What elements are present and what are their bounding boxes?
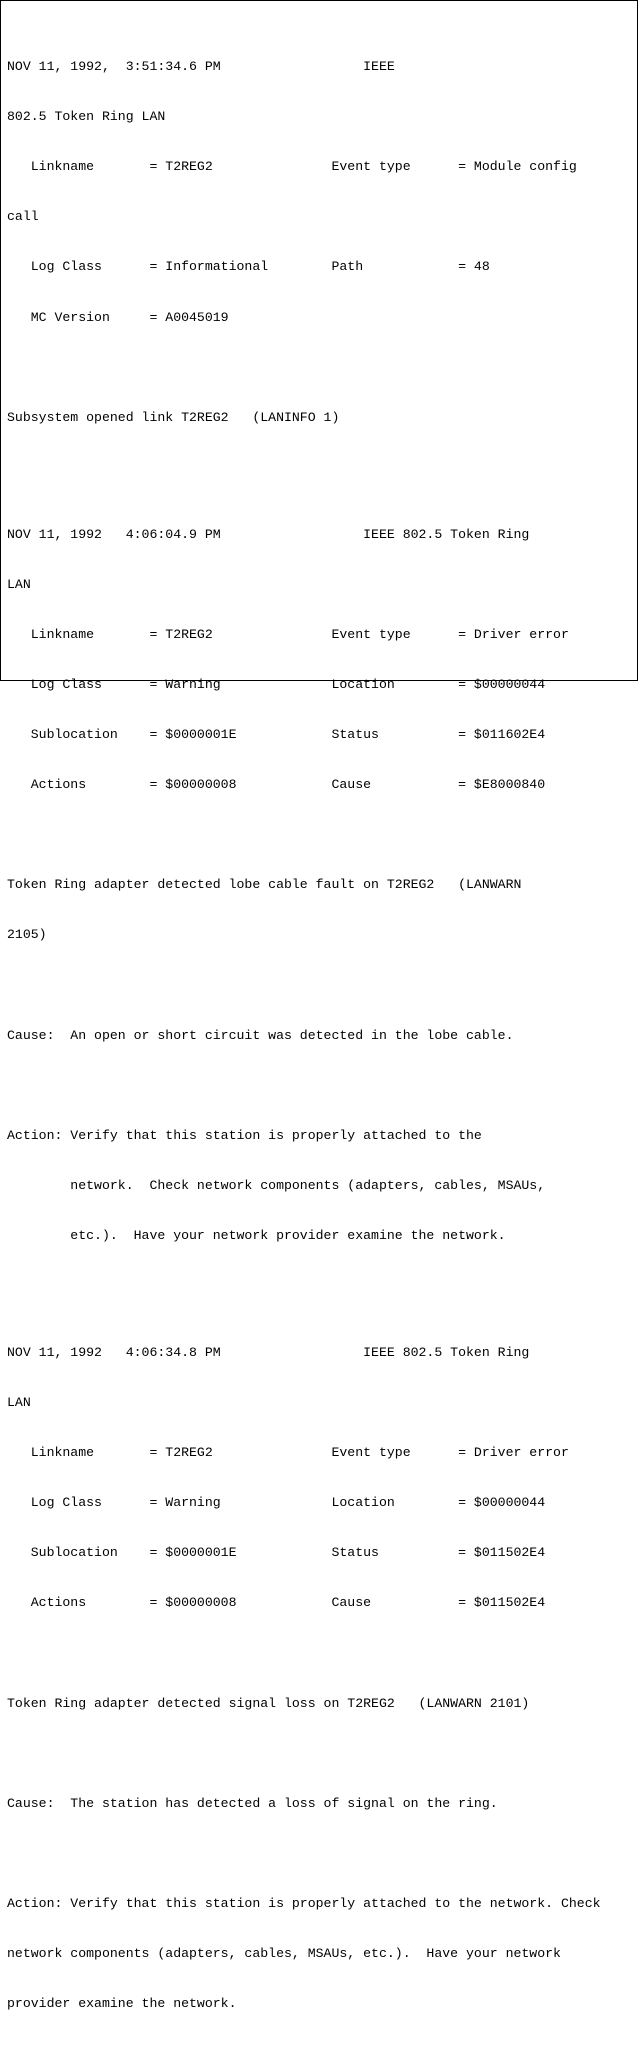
entry3-action-line1: Action: Verify that this station is properly attached to the network. Check — [7, 1895, 601, 1911]
spacer — [7, 1078, 635, 1095]
spacer — [7, 1746, 635, 1763]
entry3-action-line2: network components (adapters, cables, MSAUs, etc.). Have your network — [7, 1945, 561, 1961]
entry3-field-line1: Linkname = T2REG2 Event type = Driver error — [7, 1445, 569, 1461]
entry2-action-line2: network. Check network components (adapters, cables, MSAUs, — [7, 1177, 546, 1193]
entry1-field-line1-wrap: call — [7, 209, 39, 225]
entry3-field-line3: Sublocation = $0000001E Status = $011502E4 — [7, 1545, 546, 1561]
spacer — [7, 360, 635, 377]
entry3-cause: Cause: The station has detected a loss of signal on the ring. — [7, 1795, 498, 1811]
entry2-field-line2: Log Class = Warning Location = $00000044 — [7, 676, 546, 692]
spacer — [7, 460, 635, 477]
spacer — [7, 827, 635, 844]
entry1-header-line2: 802.5 Token Ring LAN — [7, 109, 166, 125]
entry3-header-line2: LAN — [7, 1394, 31, 1410]
entry3-action-line3: provider examine the network. — [7, 1996, 237, 2012]
entry1-field-line3: MC Version = A0045019 — [7, 309, 229, 325]
entry2-field-line1: Linkname = T2REG2 Event type = Driver error — [7, 626, 569, 642]
spacer — [7, 978, 635, 995]
entry2-message-line2: 2105) — [7, 927, 47, 943]
entry2-field-line3: Sublocation = $0000001E Status = $011602E4 — [7, 727, 546, 743]
spacer — [7, 1278, 635, 1295]
entry1-message: Subsystem opened link T2REG2 (LANINFO 1) — [7, 409, 340, 425]
entry2-action-line1: Action: Verify that this station is properly attached to the — [7, 1127, 482, 1143]
spacer — [7, 1645, 635, 1662]
entry2-cause: Cause: An open or short circuit was detected in the lobe cable. — [7, 1027, 514, 1043]
log-content — [7, 9, 635, 2063]
entry2-action-line3: etc.). Have your network provider examine the network. — [7, 1227, 506, 1243]
entry3-field-line4: Actions = $00000008 Cause = $011502E4 — [7, 1595, 546, 1611]
entry2-header-line2: LAN — [7, 576, 31, 592]
entry1-header-line1: NOV 11, 1992, 3:51:34.6 PM IEEE — [7, 59, 395, 75]
entry3-header-line1: NOV 11, 1992 4:06:34.8 PM IEEE 802.5 Token Ring — [7, 1344, 530, 1360]
entry2-field-line4: Actions = $00000008 Cause = $E8000840 — [7, 777, 546, 793]
entry1-field-line1: Linkname = T2REG2 Event type = Module config — [7, 159, 577, 175]
entry3-field-line2: Log Class = Warning Location = $00000044 — [7, 1495, 546, 1511]
entry2-header-line1: NOV 11, 1992 4:06:04.9 PM IEEE 802.5 Token Ring — [7, 526, 530, 542]
spacer — [7, 1846, 635, 1863]
entry1-field-line2: Log Class = Informational Path = 48 — [7, 259, 490, 275]
entry2-message-line1: Token Ring adapter detected lobe cable fault on T2REG2 (LANWARN — [7, 877, 522, 893]
entry3-message: Token Ring adapter detected signal loss on T2REG2 (LANWARN 2101) — [7, 1695, 530, 1711]
